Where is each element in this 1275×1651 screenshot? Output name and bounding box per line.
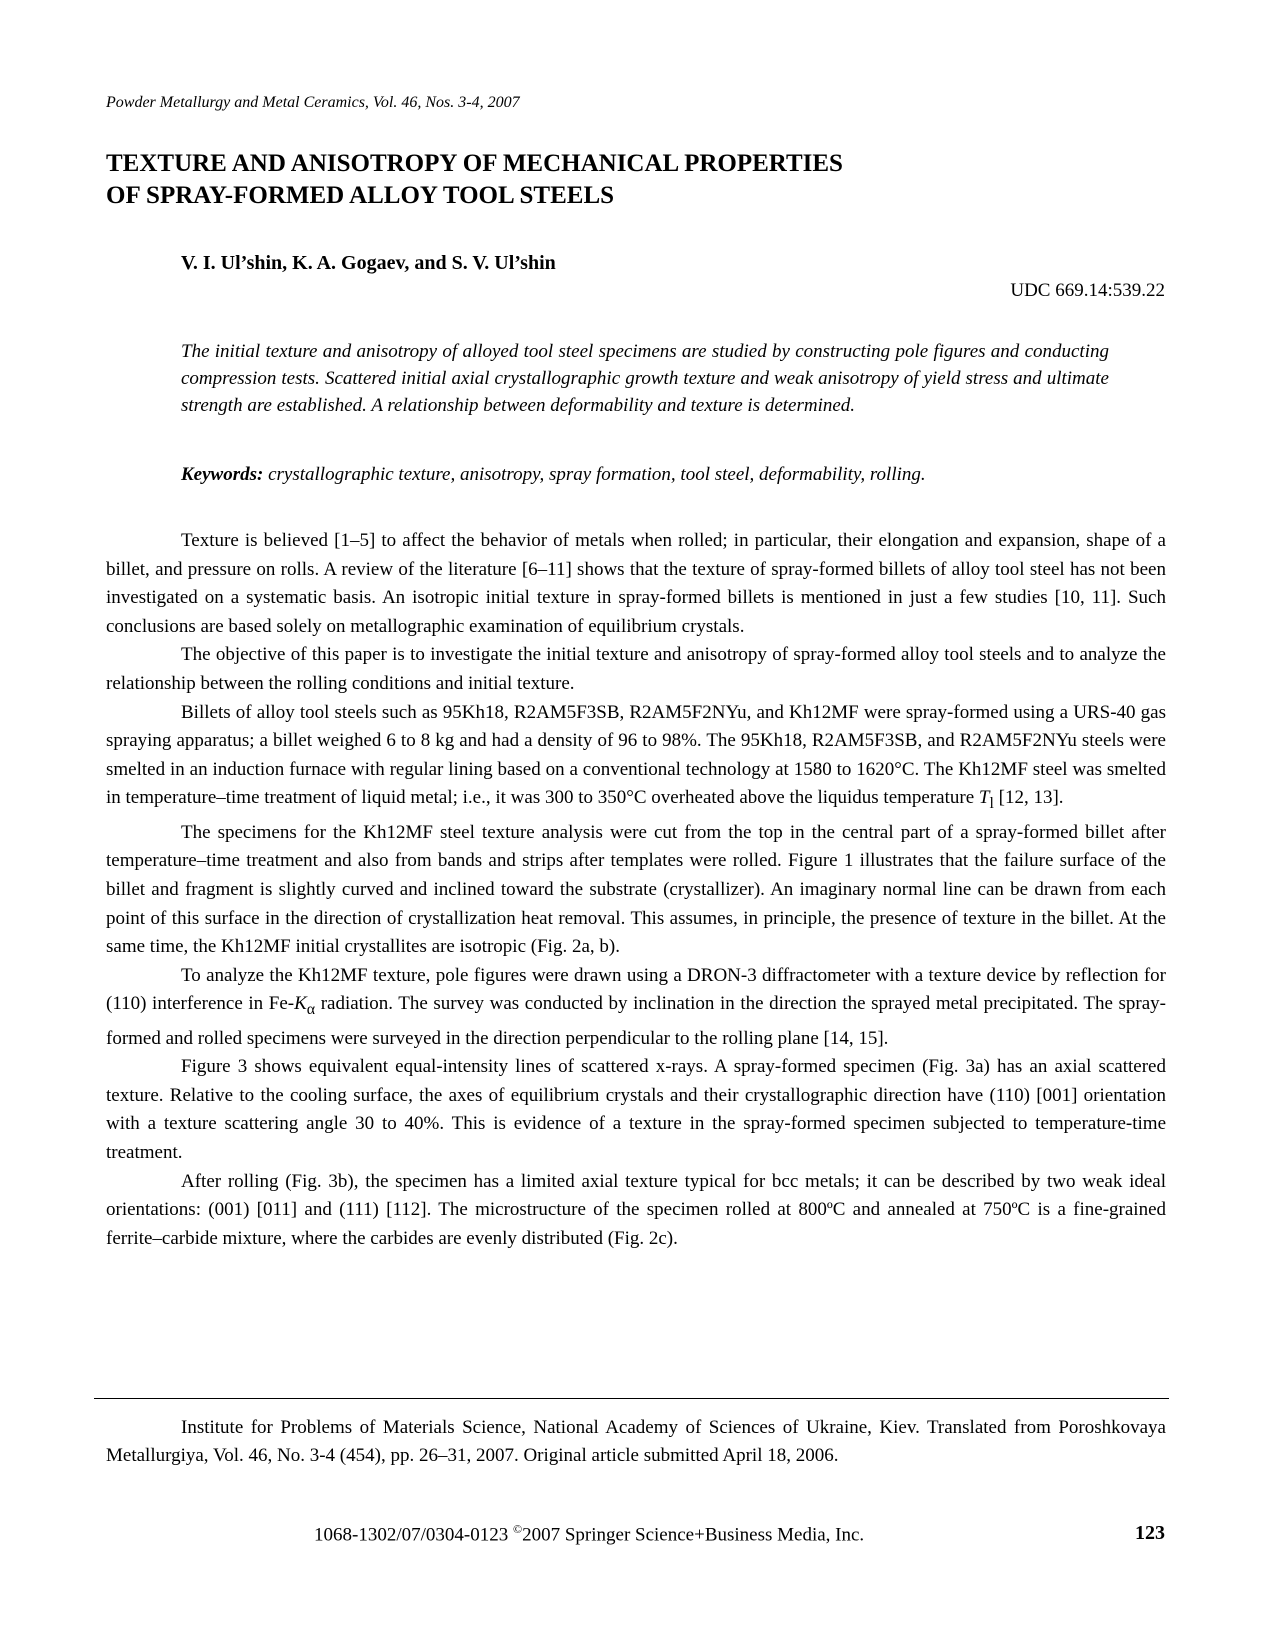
page-number: 123: [1135, 1522, 1165, 1544]
abstract: The initial texture and anisotropy of alloyed tool steel specimens are studied by constructing pole figures and conducting compression tests. Scattered initial axial crystallographic growth texture and weak anisotropy of yield stress and ultimate strength are established. A relationship between deformability and texture is determined.: [181, 341, 1109, 416]
author-list: V. I. Ul’shin, K. A. Gogaev, and S. V. Ul’shin: [181, 252, 556, 274]
title-line: OF SPRAY-FORMED ALLOY TOOL STEELS: [106, 182, 615, 209]
body-paragraph: After rolling (Fig. 3b), the specimen has a limited axial texture typical for bcc metals; it can be described by two weak ideal orientations: (001) [011] and (111) [112]. The microstructure of the specimen rolled at 800ºC and annealed at 750ºC is a fine-grained ferrite–carbide mixture, where the carbides are evenly distributed (Fig. 2c).: [106, 1170, 1166, 1249]
math-subscript: α: [306, 1001, 316, 1019]
body-paragraph: Texture is believed [1–5] to affect the behavior of metals when rolled; in particular, their elongation and expansion, shape of a billet, and pressure on rolls. A review of the literature [6–11] shows that the texture of spray-formed billets of alloy tool steel has not been investigated on a systematic basis. An isotropic initial texture in spray-formed billets is mentioned in just a few studies [10, 11]. Such conclusions are based solely on metallographic examination of equilibrium crystals.: [106, 530, 1166, 637]
body-paragraph: [106, 962, 1166, 1054]
text-run: radiation. The survey was conducted by inclination in the direction the sprayed metal precipitated. The spray-formed and rolled specimens were surveyed in the direction perpendicular to the rolling plane [14, 15].: [106, 993, 1166, 1049]
body-paragraph: [106, 699, 1166, 819]
journal-header: Powder Metallurgy and Metal Ceramics, Vol. 46, Nos. 3-4, 2007: [106, 94, 520, 111]
copyright-symbol: ©: [512, 1522, 523, 1536]
affiliation-footnote: Institute for Problems of Materials Science, National Academy of Sciences of Ukraine, Kiev. Translated from Poroshkovaya Metallurgiya, Vol. 46, No. 3-4 (454), pp. 26–31, 2007. Original article submitted April 18, 2006.: [106, 1417, 1166, 1466]
title-line: TEXTURE AND ANISOTROPY OF MECHANICAL PROPERTIES: [106, 150, 843, 177]
math-symbol: T: [978, 787, 990, 809]
keywords-label: Keywords:: [181, 464, 264, 485]
article-body: [106, 527, 1166, 1253]
body-paragraph: Figure 3 shows equivalent equal-intensity lines of scattered x-rays. A spray-formed specimen (Fig. 3a) has an axial scattered texture. Relative to the cooling surface, the axes of equilibrium crystals and their crystallographic direction have (110) [001] orientation with a texture scattering angle 30 to 40%. This is evidence of a texture in the spray-formed specimen subjected to temperature-time treatment.: [106, 1056, 1166, 1164]
body-paragraph: The objective of this paper is to investigate the initial texture and anisotropy of spray-formed alloy tool steels and to analyze the relationship between the rolling conditions and initial texture.: [106, 644, 1166, 694]
keywords: [181, 461, 1109, 488]
copyright-line: [314, 1522, 864, 1546]
issn-code: 1068-1302/07/0304-0123: [314, 1524, 513, 1546]
footnote-divider: [94, 1398, 1169, 1399]
math-symbol: K: [294, 993, 307, 1015]
text-run: Billets of alloy tool steels such as 95Kh18, R2AM5F3SB, R2AM5F2NYu, and Kh12MF were spray-formed using a URS-40 gas spraying apparatus; a billet weighed 6 to 8 kg and had a density of 96 to 98%. The 95Kh18, R2AM5F3SB, and R2AM5F2NYu steels were smelted in an induction furnace with regular lining based on a conventional technology at 1580 to 1620°C. The Kh12MF steel was smelted in temperature–time treatment of liquid metal; i.e., it was 300 to 350°C overheated above the liquidus temperature: [106, 701, 1166, 809]
math-subscript: l: [989, 795, 994, 813]
text-run: [12, 13].: [993, 787, 1064, 809]
article-title: [106, 148, 1166, 212]
udc-code: UDC 669.14:539.22: [1010, 280, 1165, 301]
body-paragraph: The specimens for the Kh12MF steel texture analysis were cut from the top in the central part of a spray-formed billet after temperature–time treatment and also from bands and strips after templates were rolled. Figure 1 illustrates that the failure surface of the billet and fragment is slightly curved and inclined toward the substrate (crystallizer). An imaginary normal line can be drawn from each point of this surface in the direction of crystallization heat removal. This assumes, in principle, the presence of texture in the billet. At the same time, the Kh12MF initial crystallites are isotropic (Fig. 2a, b).: [106, 821, 1166, 958]
text-run: To analyze the Kh12MF texture, pole figures were drawn using a DRON-3 diffractometer with a texture device by reflection for (110) interference in Fe-: [106, 964, 1166, 1015]
keywords-list: crystallographic texture, anisotropy, spray formation, tool steel, deformability, rolling.: [268, 464, 926, 485]
publisher-name: 2007 Springer Science+Business Media, Inc.: [522, 1524, 865, 1546]
